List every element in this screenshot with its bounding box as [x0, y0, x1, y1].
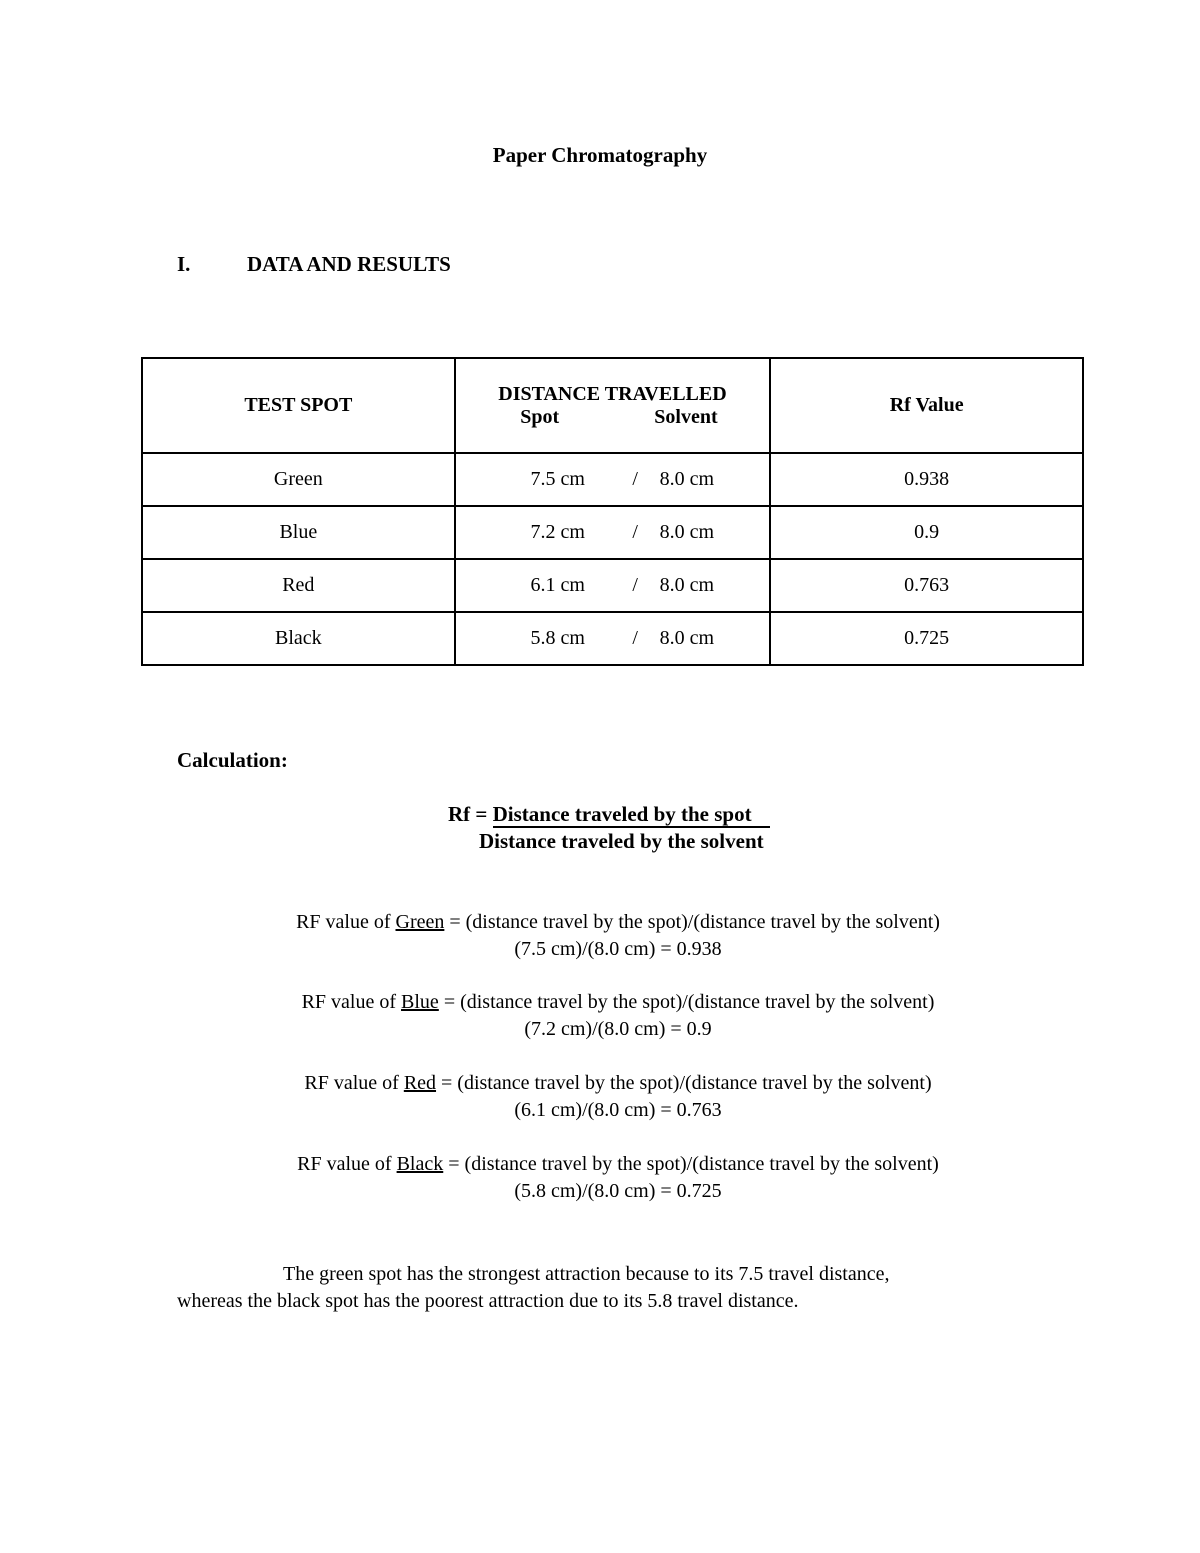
row-rf-value: 0.725 [770, 612, 1083, 665]
row-solvent-distance: 8.0 cm [659, 521, 715, 543]
calc-prefix: RF value of [296, 911, 396, 933]
row-solvent-distance: 8.0 cm [659, 627, 715, 649]
calc-color: Red [403, 1072, 437, 1094]
table-header-row [142, 358, 1083, 453]
table-row [142, 612, 1083, 665]
table-row [142, 559, 1083, 612]
calc-line-green [0, 911, 1200, 934]
header-solvent: Solvent [654, 405, 718, 428]
calc-suffix: = (distance travel by the spot)/(distance travel by the solvent) [436, 1072, 932, 1094]
calc-color: Black [396, 1153, 444, 1175]
row-test-spot: Blue [142, 506, 455, 559]
row-separator: / [632, 627, 638, 649]
header-rf-value: Rf Value [770, 358, 1083, 453]
section-title: DATA AND RESULTS [247, 252, 451, 276]
header-distance-travelled [455, 358, 771, 453]
row-rf-value: 0.9 [770, 506, 1083, 559]
row-separator: / [632, 468, 638, 490]
header-distance-label: DISTANCE TRAVELLED [498, 382, 727, 405]
header-test-spot: TEST SPOT [142, 358, 455, 453]
calc-color: Green [395, 911, 445, 933]
formula-numerator: Distance traveled by the spot [493, 802, 770, 828]
calc-line-black [0, 1153, 1200, 1176]
row-spot-distance: 6.1 cm [530, 574, 585, 596]
calc-suffix: = (distance travel by the spot)/(distance travel by the solvent) [438, 991, 935, 1013]
document-title: Paper Chromatography [492, 143, 708, 167]
calc-result-red: (6.1 cm)/(8.0 cm) = 0.763 [514, 1099, 722, 1121]
row-solvent-distance: 8.0 cm [659, 574, 715, 596]
row-solvent-distance: 8.0 cm [659, 468, 715, 490]
calc-line-blue [0, 991, 1200, 1014]
calc-color: Blue [401, 991, 439, 1013]
conclusion-line-1: The green spot has the strongest attraction because to its 7.5 travel distance, [283, 1263, 890, 1285]
row-distance [455, 453, 771, 506]
table-row [142, 506, 1083, 559]
row-test-spot: Green [142, 453, 455, 506]
row-distance [455, 612, 771, 665]
calc-prefix: RF value of [297, 1153, 397, 1175]
section-number: I. [177, 252, 191, 276]
row-spot-distance: 7.2 cm [530, 521, 585, 543]
row-rf-value: 0.938 [770, 453, 1083, 506]
row-distance [455, 559, 771, 612]
calc-result-green: (7.5 cm)/(8.0 cm) = 0.938 [514, 938, 722, 960]
calc-suffix: = (distance travel by the spot)/(distance travel by the solvent) [443, 1153, 939, 1175]
table-row [142, 453, 1083, 506]
calc-suffix: = (distance travel by the spot)/(distance travel by the solvent) [444, 911, 940, 933]
row-separator: / [632, 521, 638, 543]
formula-denominator: Distance traveled by the solvent [479, 829, 764, 853]
calc-line-red [0, 1072, 1200, 1095]
header-spot: Spot [520, 405, 560, 428]
calc-prefix: RF value of [304, 1072, 404, 1094]
formula-lhs: Rf = [448, 802, 493, 826]
conclusion-line-2: whereas the black spot has the poorest attraction due to its 5.8 travel distance. [177, 1290, 799, 1312]
results-table [141, 357, 1084, 666]
calc-result-blue: (7.2 cm)/(8.0 cm) = 0.9 [524, 1018, 712, 1040]
calc-prefix: RF value of [301, 991, 402, 1013]
row-distance [455, 506, 771, 559]
formula-numerator-line [448, 802, 770, 827]
row-rf-value: 0.763 [770, 559, 1083, 612]
calculation-heading: Calculation: [177, 748, 288, 772]
row-spot-distance: 5.8 cm [530, 627, 585, 649]
row-test-spot: Black [142, 612, 455, 665]
row-separator: / [632, 574, 638, 596]
row-spot-distance: 7.5 cm [530, 468, 585, 490]
row-test-spot: Red [142, 559, 455, 612]
calc-result-black: (5.8 cm)/(8.0 cm) = 0.725 [514, 1180, 722, 1202]
